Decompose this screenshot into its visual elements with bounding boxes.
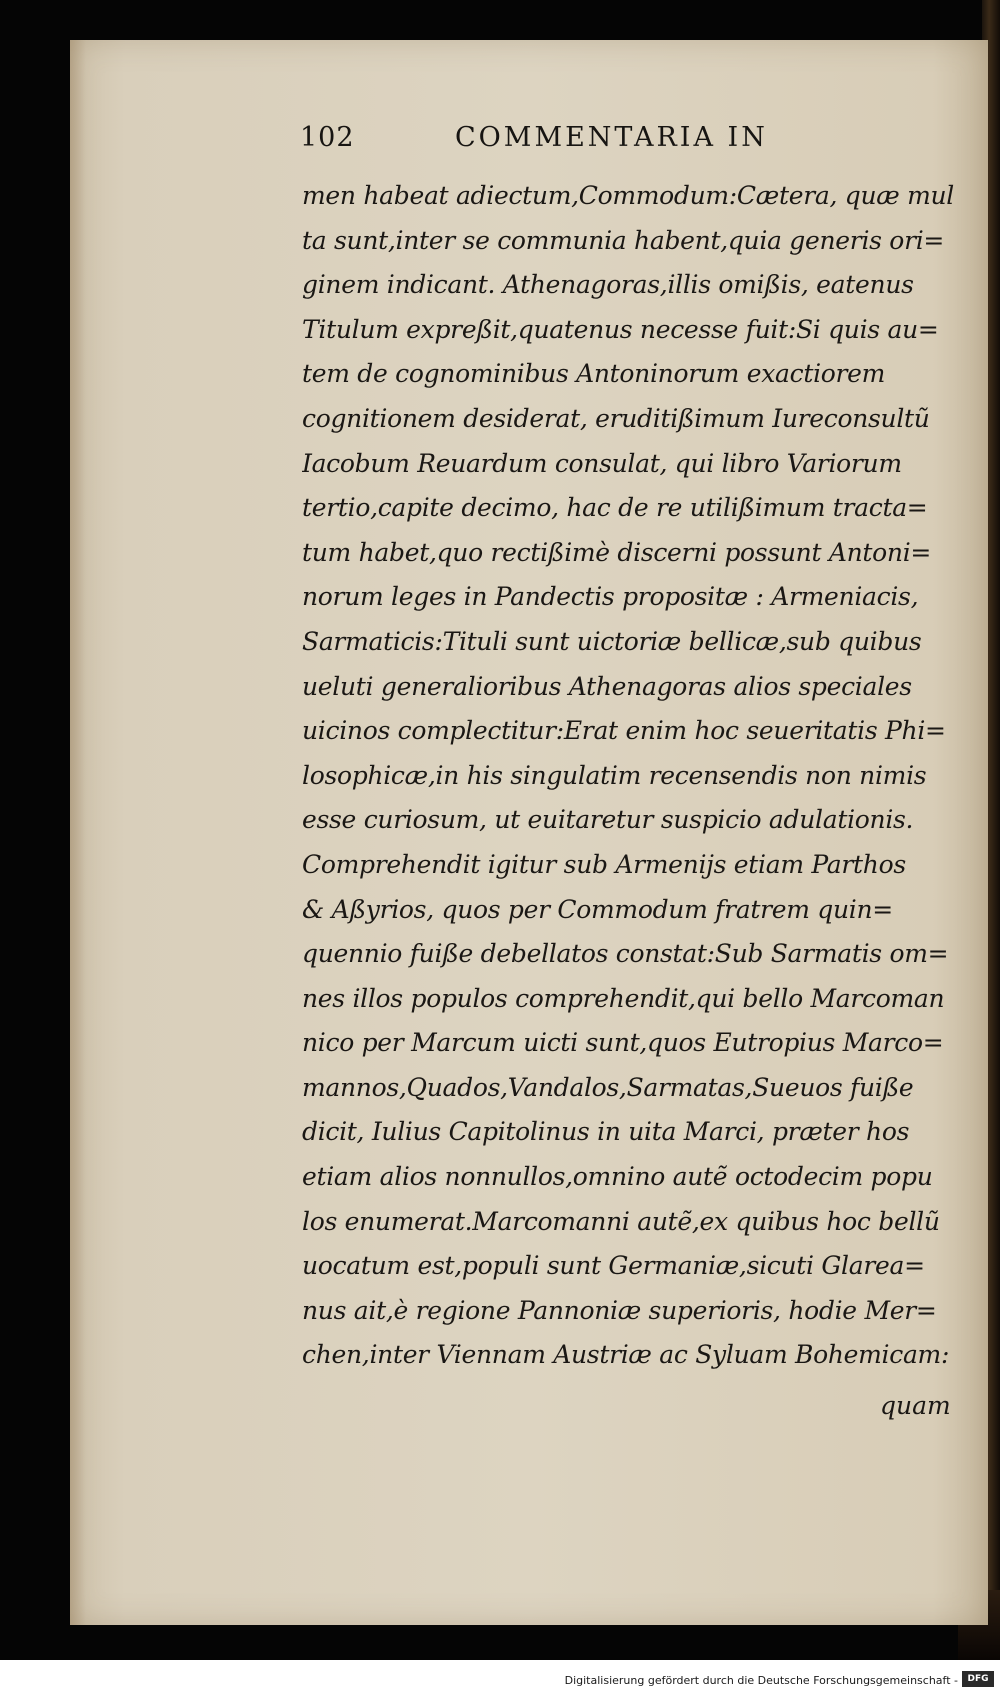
body-text bbox=[302, 174, 962, 1378]
text-line: quennio fuiße debellatos constat:Sub Sarmatis om= bbox=[302, 939, 949, 969]
page-number: 102 bbox=[300, 122, 355, 153]
text-line: Sarmaticis:Tituli sunt uictoriæ bellicæ,sub quibus bbox=[302, 626, 922, 656]
text-line: tum habet,quo rectißimè discerni possunt Antoni= bbox=[302, 537, 932, 567]
running-title: COMMENTARIA IN bbox=[455, 122, 768, 153]
text-line: nes illos populos comprehendit,qui bello Marcoman bbox=[302, 983, 945, 1013]
text-line: & Aßyrios, quos per Commodum fratrem quin= bbox=[302, 894, 893, 924]
running-head bbox=[300, 122, 880, 162]
text-line: chen,inter Viennam Austriæ ac Syluam Bohemicam: bbox=[302, 1340, 950, 1370]
text-line: Comprehendit igitur sub Armenijs etiam Parthos bbox=[302, 849, 906, 879]
text-line: ueluti generalioribus Athenagoras alios speciales bbox=[302, 671, 912, 701]
text-line: losophicæ,in his singulatim recensendis non nimis bbox=[302, 760, 927, 790]
text-line: cognitionem desiderat, eruditißimum Iureconsultũ bbox=[302, 403, 930, 433]
text-line: norum leges in Pandectis propositæ : Armeniacis, bbox=[302, 582, 919, 612]
text-line: ginem indicant. Athenagoras,illis omißis, eatenus bbox=[302, 270, 914, 300]
text-line: tertio,capite decimo, hac de re utilißimum tracta= bbox=[302, 493, 928, 523]
text-line: dicit, Iulius Capitolinus in uita Marci, præter hos bbox=[302, 1117, 910, 1147]
text-line: ta sunt,inter se communia habent,quia generis ori= bbox=[302, 225, 945, 255]
text-line: tem de cognominibus Antoninorum exactiorem bbox=[302, 359, 886, 389]
dfg-logo: DFG bbox=[962, 1671, 994, 1687]
page-gutter-shadow bbox=[70, 40, 86, 1625]
funding-credit: Digitalisierung gefördert durch die Deutsche Forschungsgemeinschaft - bbox=[564, 1674, 958, 1687]
text-line: uocatum est,populi sunt Germaniæ,sicuti Glarea= bbox=[302, 1251, 925, 1281]
text-line: Iacobum Reuardum consulat, qui libro Variorum bbox=[302, 448, 902, 478]
text-line: men habeat adiectum,Commodum:Cætera, quæ mul bbox=[302, 181, 954, 210]
catchword: quam bbox=[880, 1391, 951, 1420]
text-line: Titulum expreßit,quatenus necesse fuit:Si quis au= bbox=[302, 314, 939, 344]
text-line: esse curiosum, ut euitaretur suspicio adulationis. bbox=[302, 805, 914, 835]
text-line: uicinos complectitur:Erat enim hoc seueritatis Phi= bbox=[302, 716, 946, 746]
text-line: nus ait,è regione Pannoniæ superioris, hodie Mer= bbox=[302, 1295, 937, 1325]
text-line: nico per Marcum uicti sunt,quos Eutropius Marco= bbox=[302, 1028, 944, 1058]
text-line: los enumerat.Marcomanni autẽ,ex quibus hoc bellũ bbox=[302, 1206, 940, 1236]
text-line: mannos,Quados,Vandalos,Sarmatas,Sueuos fuiße bbox=[302, 1072, 914, 1102]
text-line: etiam alios nonnullos,omnino autẽ octodecim popu bbox=[302, 1162, 933, 1192]
